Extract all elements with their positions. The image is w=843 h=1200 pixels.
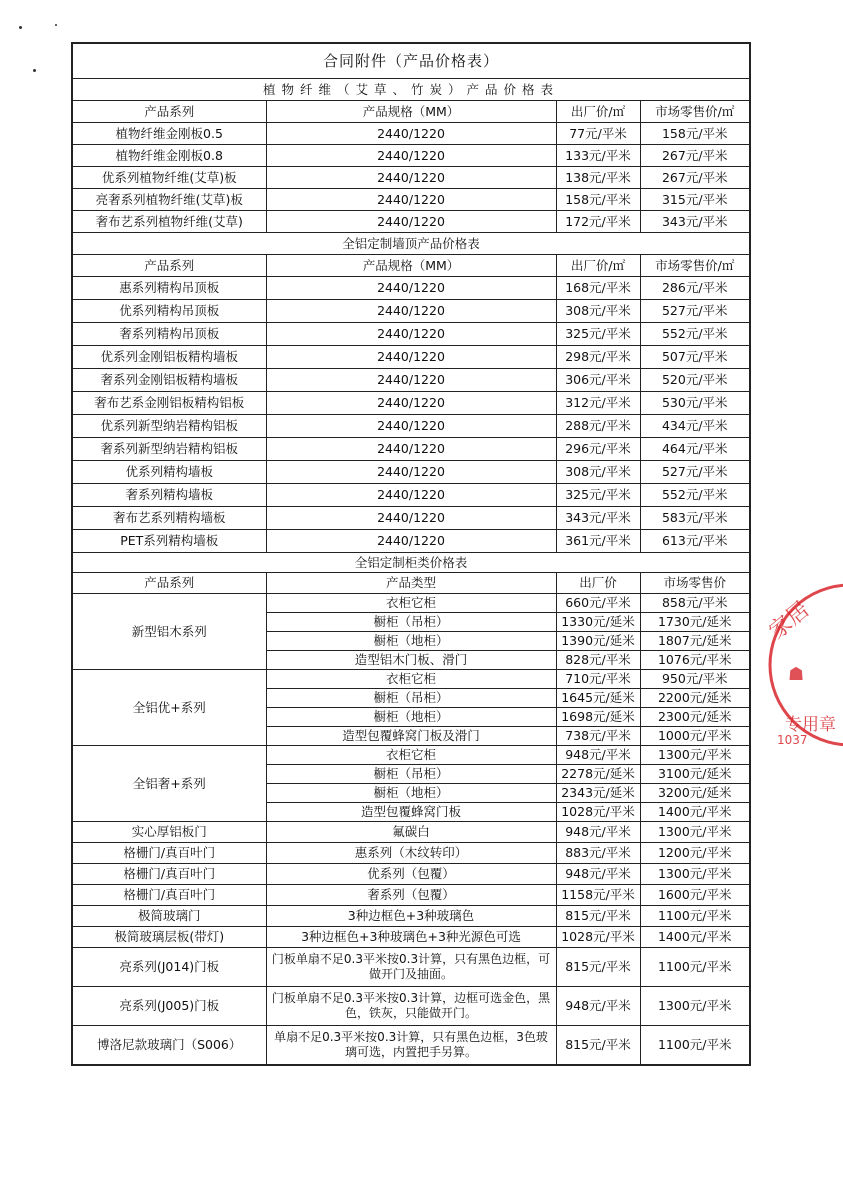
table-cell: 极简玻璃层板(带灯): [72, 927, 266, 948]
table-cell: 优系列精构墙板: [72, 461, 266, 484]
scan-speck: [19, 26, 22, 29]
table-row: [72, 145, 750, 167]
svg-text:家居: 家居: [764, 597, 815, 645]
table-cell: 造型包覆蜂窝门板: [266, 803, 556, 822]
table-cell: 1100元/平米: [640, 948, 750, 987]
header-row: [72, 101, 750, 123]
table-cell: 优系列新型纳岩精构铝板: [72, 415, 266, 438]
table-cell: 315元/平米: [640, 189, 750, 211]
table-cell: 2440/1220: [266, 507, 556, 530]
section-title: 植物纤维（艾草、竹炭）产品价格表: [72, 79, 750, 101]
table-cell: 橱柜（吊柜）: [266, 765, 556, 784]
table-cell: 527元/平米: [640, 461, 750, 484]
table-cell: 3种边框色+3种玻璃色: [266, 906, 556, 927]
table-cell-note: 单扇不足0.3平米按0.3计算，只有黑色边框，3色玻璃可选，内置把手另算。: [266, 1026, 556, 1066]
table-row: [72, 369, 750, 392]
section-title-row: [72, 233, 750, 255]
group-name: 新型铝木系列: [72, 594, 266, 670]
table-cell: 1730元/延米: [640, 613, 750, 632]
table-cell: 1807元/延米: [640, 632, 750, 651]
table-row: [72, 189, 750, 211]
table-cell: 2440/1220: [266, 438, 556, 461]
table-cell: 2278元/延米: [556, 765, 640, 784]
table-cell: 2440/1220: [266, 323, 556, 346]
table-cell: 1028元/平米: [556, 803, 640, 822]
table-cell: 815元/平米: [556, 906, 640, 927]
table-cell: 552元/平米: [640, 323, 750, 346]
table-row: [72, 906, 750, 927]
table-cell: 博洛尼款玻璃门（S006）: [72, 1026, 266, 1066]
table-cell: 惠系列（木纹转印）: [266, 843, 556, 864]
table-cell: 858元/平米: [640, 594, 750, 613]
table-cell: 2200元/延米: [640, 689, 750, 708]
column-header: 市场零售价/㎡: [640, 101, 750, 123]
table-cell: 306元/平米: [556, 369, 640, 392]
table-cell: 308元/平米: [556, 461, 640, 484]
table-cell: 520元/平米: [640, 369, 750, 392]
column-header: 出厂价/㎡: [556, 101, 640, 123]
table-row: [72, 507, 750, 530]
table-cell: 507元/平米: [640, 346, 750, 369]
table-row: [72, 530, 750, 553]
table-cell: 亮奢系列植物纤维(艾草)板: [72, 189, 266, 211]
table-cell: 格栅门/真百叶门: [72, 885, 266, 906]
table-cell: 奢系列新型纳岩精构铝板: [72, 438, 266, 461]
section-title-row: [72, 553, 750, 573]
table-cell: 1698元/延米: [556, 708, 640, 727]
table-row: [72, 300, 750, 323]
table-cell: 361元/平米: [556, 530, 640, 553]
table-cell: 植物纤维金刚板0.5: [72, 123, 266, 145]
table-cell: 1076元/平米: [640, 651, 750, 670]
company-seal: [755, 580, 843, 750]
table-cell: 325元/平米: [556, 484, 640, 507]
table-cell: 343元/平米: [640, 211, 750, 233]
table-cell: 267元/平米: [640, 167, 750, 189]
scan-speck: [33, 69, 36, 72]
column-header: 产品类型: [266, 573, 556, 594]
table-cell: 738元/平米: [556, 727, 640, 746]
table-cell: 158元/平米: [556, 189, 640, 211]
table-cell: 优系列植物纤维(艾草)板: [72, 167, 266, 189]
column-header: 产品规格（MM）: [266, 255, 556, 277]
table-cell: 325元/平米: [556, 323, 640, 346]
table-cell: 亮系列(J014)门板: [72, 948, 266, 987]
document-title: 合同附件（产品价格表）: [72, 43, 750, 79]
table-cell: 2440/1220: [266, 189, 556, 211]
table-cell: 奢系列金刚铝板精构墙板: [72, 369, 266, 392]
table-row: [72, 927, 750, 948]
table-row: [72, 346, 750, 369]
table-cell: 3种边框色+3种玻璃色+3种光源色可选: [266, 927, 556, 948]
table-cell: 434元/平米: [640, 415, 750, 438]
header-row: [72, 255, 750, 277]
table-cell: 2343元/延米: [556, 784, 640, 803]
table-row: [72, 987, 750, 1026]
price-table-body: [72, 43, 750, 1065]
table-cell: 77元/平米: [556, 123, 640, 145]
column-header: 市场零售价: [640, 573, 750, 594]
table-cell: 1100元/平米: [640, 1026, 750, 1066]
table-cell: 2440/1220: [266, 530, 556, 553]
scan-speck: [55, 24, 57, 26]
table-row: [72, 594, 750, 613]
table-cell: 133元/平米: [556, 145, 640, 167]
table-cell: 343元/平米: [556, 507, 640, 530]
table-cell: 1300元/平米: [640, 822, 750, 843]
table-row: [72, 843, 750, 864]
table-cell: 288元/平米: [556, 415, 640, 438]
table-cell: 造型铝木门板、滑门: [266, 651, 556, 670]
table-cell: 2440/1220: [266, 300, 556, 323]
table-cell: 950元/平米: [640, 670, 750, 689]
table-cell: 2440/1220: [266, 369, 556, 392]
table-cell: 948元/平米: [556, 746, 640, 765]
table-cell: 2440/1220: [266, 211, 556, 233]
table-cell: 奢系列精构吊顶板: [72, 323, 266, 346]
table-cell: 植物纤维金刚板0.8: [72, 145, 266, 167]
table-cell-note: 门板单扇不足0.3平米按0.3计算，边框可选金色，黑色，铁灰，只能做开门。: [266, 987, 556, 1026]
table-cell: 1645元/延米: [556, 689, 640, 708]
table-row: [72, 277, 750, 300]
table-cell: 亮系列(J005)门板: [72, 987, 266, 1026]
table-cell: 优系列（包覆）: [266, 864, 556, 885]
section-title: 全铝定制墙顶产品价格表: [72, 233, 750, 255]
table-cell: 1300元/平米: [640, 987, 750, 1026]
table-row: [72, 167, 750, 189]
table-cell: 2440/1220: [266, 346, 556, 369]
table-cell: 883元/平米: [556, 843, 640, 864]
table-cell: 312元/平米: [556, 392, 640, 415]
column-header: 出厂价: [556, 573, 640, 594]
table-row: [72, 864, 750, 885]
table-cell: 2440/1220: [266, 145, 556, 167]
group-name: 全铝优+系列: [72, 670, 266, 746]
table-cell: 267元/平米: [640, 145, 750, 167]
header-row: [72, 573, 750, 594]
table-cell: 552元/平米: [640, 484, 750, 507]
column-header: 产品系列: [72, 255, 266, 277]
table-cell: 948元/平米: [556, 822, 640, 843]
column-header: 市场零售价/㎡: [640, 255, 750, 277]
table-row: [72, 461, 750, 484]
table-row: [72, 415, 750, 438]
table-cell: 橱柜（地柜）: [266, 708, 556, 727]
table-cell: 464元/平米: [640, 438, 750, 461]
table-cell: 2440/1220: [266, 461, 556, 484]
table-row: [72, 392, 750, 415]
table-cell-note: 门板单扇不足0.3平米按0.3计算，只有黑色边框，可做开门及抽面。: [266, 948, 556, 987]
table-cell: 奢布艺系列精构墙板: [72, 507, 266, 530]
table-cell: 158元/平米: [640, 123, 750, 145]
table-row: [72, 885, 750, 906]
table-row: [72, 123, 750, 145]
table-cell: 优系列精构吊顶板: [72, 300, 266, 323]
svg-text:1037: 1037: [777, 733, 808, 747]
table-cell: 530元/平米: [640, 392, 750, 415]
svg-text:专用章: 专用章: [785, 715, 836, 735]
table-row: [72, 484, 750, 507]
column-header: 出厂价/㎡: [556, 255, 640, 277]
table-cell: 惠系列精构吊顶板: [72, 277, 266, 300]
table-cell: 815元/平米: [556, 1026, 640, 1066]
table-cell: 衣柜它柜: [266, 594, 556, 613]
table-cell: 1200元/平米: [640, 843, 750, 864]
price-table: [71, 42, 751, 1066]
table-cell: 造型包覆蜂窝门板及滑门: [266, 727, 556, 746]
table-cell: 奢系列精构墙板: [72, 484, 266, 507]
table-cell: 奢布艺系金刚铝板精构铝板: [72, 392, 266, 415]
table-cell: 1028元/平米: [556, 927, 640, 948]
table-cell: 1100元/平米: [640, 906, 750, 927]
table-cell: 308元/平米: [556, 300, 640, 323]
table-cell: 橱柜（地柜）: [266, 632, 556, 651]
column-header: 产品规格（MM）: [266, 101, 556, 123]
table-cell: 极简玻璃门: [72, 906, 266, 927]
table-cell: 2440/1220: [266, 167, 556, 189]
table-cell: 527元/平米: [640, 300, 750, 323]
table-cell: 1158元/平米: [556, 885, 640, 906]
table-cell: 948元/平米: [556, 864, 640, 885]
table-row: [72, 323, 750, 346]
section-title-row: [72, 79, 750, 101]
column-header: 产品系列: [72, 573, 266, 594]
table-cell: 2440/1220: [266, 392, 556, 415]
table-cell: 286元/平米: [640, 277, 750, 300]
table-cell: 1600元/平米: [640, 885, 750, 906]
table-cell: 172元/平米: [556, 211, 640, 233]
table-cell: 583元/平米: [640, 507, 750, 530]
table-row: [72, 438, 750, 461]
table-cell: 710元/平米: [556, 670, 640, 689]
table-row: [72, 746, 750, 765]
table-row: [72, 670, 750, 689]
table-cell: 3100元/延米: [640, 765, 750, 784]
table-row: [72, 211, 750, 233]
table-cell: 橱柜（吊柜）: [266, 613, 556, 632]
table-cell: 2440/1220: [266, 277, 556, 300]
table-cell: 1400元/平米: [640, 803, 750, 822]
table-cell: 828元/平米: [556, 651, 640, 670]
table-cell: 3200元/延米: [640, 784, 750, 803]
table-row: [72, 822, 750, 843]
table-cell: 实心厚铝板门: [72, 822, 266, 843]
table-cell: 1400元/平米: [640, 927, 750, 948]
table-cell: 2440/1220: [266, 415, 556, 438]
table-cell: 2440/1220: [266, 123, 556, 145]
table-cell: 衣柜它柜: [266, 746, 556, 765]
table-cell: 1300元/平米: [640, 746, 750, 765]
table-cell: 138元/平米: [556, 167, 640, 189]
table-cell: 815元/平米: [556, 948, 640, 987]
table-cell: 298元/平米: [556, 346, 640, 369]
table-cell: 格栅门/真百叶门: [72, 864, 266, 885]
table-cell: 奢系列（包覆）: [266, 885, 556, 906]
column-header: 产品系列: [72, 101, 266, 123]
section-title: 全铝定制柜类价格表: [72, 553, 750, 573]
svg-text:☗: ☗: [788, 664, 805, 685]
table-cell: 1330元/延米: [556, 613, 640, 632]
table-cell: 橱柜（地柜）: [266, 784, 556, 803]
table-cell: 168元/平米: [556, 277, 640, 300]
table-cell: 1390元/延米: [556, 632, 640, 651]
table-cell: 橱柜（吊柜）: [266, 689, 556, 708]
table-cell: 660元/平米: [556, 594, 640, 613]
table-cell: 1000元/平米: [640, 727, 750, 746]
table-cell: 奢布艺系列植物纤维(艾草): [72, 211, 266, 233]
group-name: 全铝奢+系列: [72, 746, 266, 822]
table-cell: 衣柜它柜: [266, 670, 556, 689]
table-cell: 2440/1220: [266, 484, 556, 507]
table-cell: 613元/平米: [640, 530, 750, 553]
table-cell: 优系列金刚铝板精构墙板: [72, 346, 266, 369]
table-cell: 2300元/延米: [640, 708, 750, 727]
table-cell: 1300元/平米: [640, 864, 750, 885]
table-cell: PET系列精构墙板: [72, 530, 266, 553]
table-cell: 氟碳白: [266, 822, 556, 843]
table-cell: 948元/平米: [556, 987, 640, 1026]
table-row: [72, 1026, 750, 1066]
table-row: [72, 948, 750, 987]
table-cell: 296元/平米: [556, 438, 640, 461]
table-cell: 格栅门/真百叶门: [72, 843, 266, 864]
